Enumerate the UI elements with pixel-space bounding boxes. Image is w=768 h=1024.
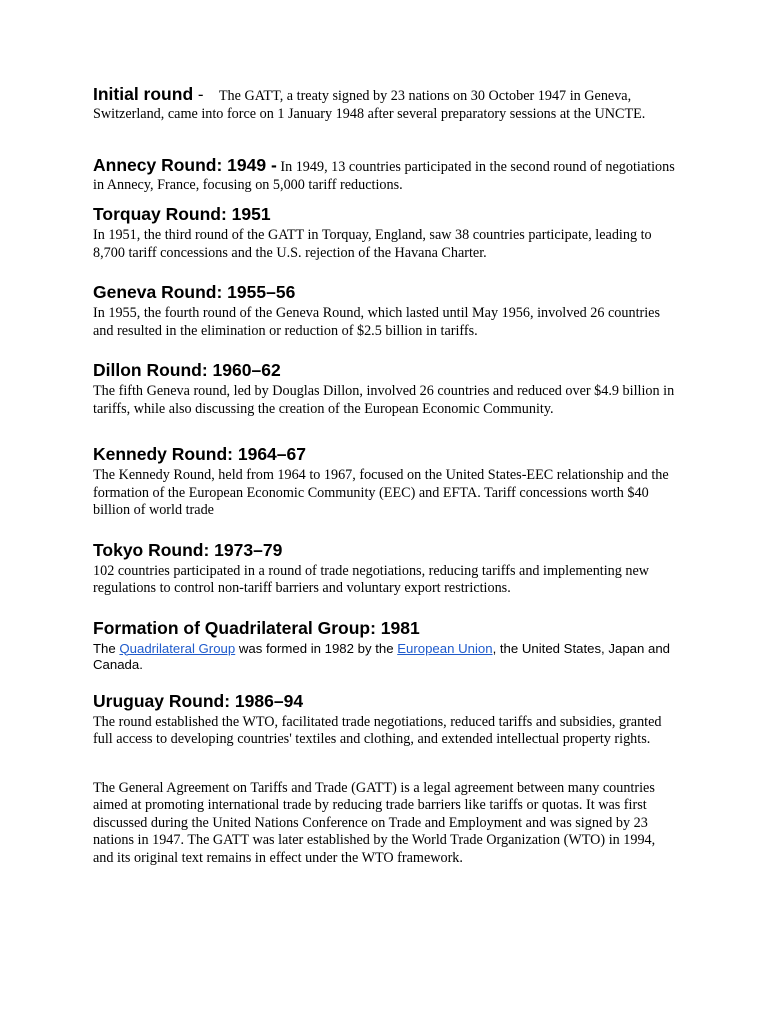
- link-european-union[interactable]: European Union: [397, 640, 493, 656]
- paragraph-torquay-round: In 1951, the third round of the GATT in Torquay, England, saw 38 countries participate, leading to 8,700 tariff concessions and the U.S. rejection of the Havana Charter.: [93, 227, 652, 261]
- section-gatt-summary: [93, 780, 678, 868]
- section-quadrilateral-group: [93, 617, 678, 673]
- link-quadrilateral-group[interactable]: Quadrilateral Group: [119, 640, 236, 656]
- paragraph-geneva-round: In 1955, the fourth round of the Geneva Round, which lasted until May 1956, involved 26 countries and resulted in the elimination or reduction of $2.5 billion in tariffs.: [93, 305, 661, 339]
- section-torquay-round: [93, 203, 678, 262]
- paragraph-quadrilateral-group: [93, 641, 678, 673]
- paragraph-initial-round: The GATT, a treaty signed by 23 nations on 30 October 1947 in Geneva, Switzerland, came into force on 1 January 1948 after several preparatory sessions at the UNCTE.: [93, 88, 646, 122]
- paragraph-annecy-round: In 1949, 13 countries participated in the second round of negotiations in Annecy, France, focusing on 5,000 tariff reductions.: [93, 159, 675, 193]
- text-middle: was formed in 1982 by the: [235, 640, 398, 656]
- paragraph-uruguay-round: The round established the WTO, facilitated trade negotiations, reduced tariffs and subsidies, granted full access to developing countries' textiles and clothing, and extended intellectual property rights.: [93, 713, 662, 747]
- section-uruguay-round: [93, 690, 678, 749]
- heading-kennedy-round: Kennedy Round: 1964–67: [93, 444, 306, 464]
- heading-initial-round: Initial round: [93, 84, 194, 104]
- paragraph-tokyo-round: 102 countries participated in a round of trade negotiations, reducing tariffs and implementing new regulations to control non-tariff barriers and voluntary export restrictions.: [93, 562, 650, 596]
- paragraph-gatt-summary: The General Agreement on Tariffs and Trade (GATT) is a legal agreement between many countries aimed at promoting international trade by reducing trade barriers like tariffs or quotas. It was first discussed during the United Nations Conference on Trade and Employment and was signed by 23 nations in 1947. The GATT was later established by the World Trade Organization (WTO) in 1994, and its original text remains in effect under the WTO framework.: [93, 779, 656, 866]
- section-initial-round: [93, 86, 678, 123]
- heading-quadrilateral-group: Formation of Quadrilateral Group: 1981: [93, 617, 420, 638]
- text-after-link: , the United States, Japan and Canada.: [93, 640, 670, 672]
- section-kennedy-round: [93, 443, 678, 520]
- paragraph-kennedy-round: The Kennedy Round, held from 1964 to 1967, focused on the United States-EEC relationship and the formation of the European Economic Community (EEC) and EFTA. Tariff concessions worth $40 billion of world trade: [93, 467, 669, 518]
- heading-geneva-round: Geneva Round: 1955–56: [93, 282, 296, 302]
- section-annecy-round: [93, 157, 678, 194]
- document-body: [93, 86, 678, 867]
- section-dillon-round: [93, 359, 678, 418]
- heading-torquay-round: Torquay Round: 1951: [93, 204, 271, 224]
- heading-annecy-round: Annecy Round: 1949 -: [93, 155, 277, 175]
- heading-uruguay-round: Uruguay Round: 1986–94: [93, 690, 304, 711]
- section-tokyo-round: [93, 539, 678, 598]
- paragraph-dillon-round: The fifth Geneva round, led by Douglas Dillon, involved 26 countries and reduced over $4.9 billion in tariffs, while also discussing the creation of the European Economic Community.: [93, 383, 675, 417]
- text-before-link: The: [93, 640, 120, 656]
- section-geneva-round: [93, 281, 678, 340]
- heading-dash: -: [193, 85, 209, 104]
- heading-dillon-round: Dillon Round: 1960–62: [93, 360, 281, 380]
- heading-tokyo-round: Tokyo Round: 1973–79: [93, 539, 283, 560]
